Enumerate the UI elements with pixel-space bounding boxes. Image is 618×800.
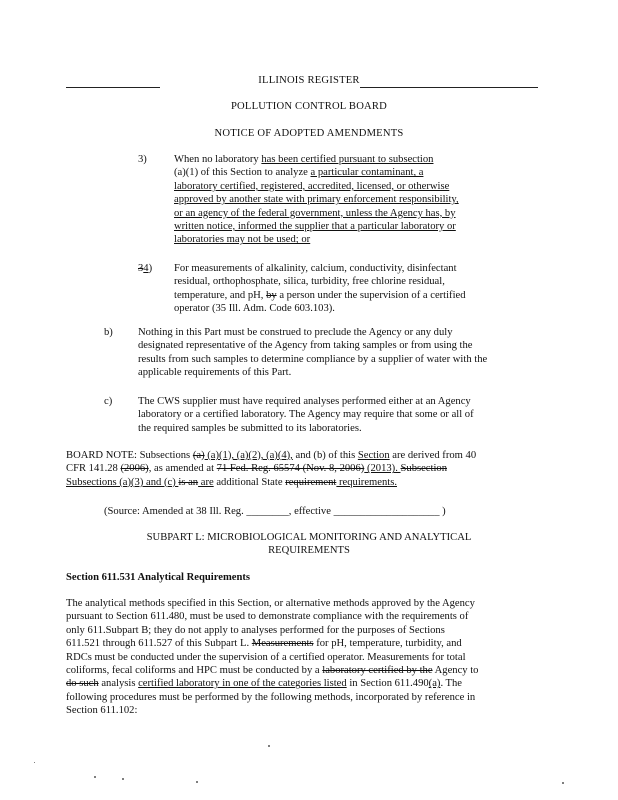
item3-number: 3): [138, 154, 147, 165]
scan-speck: [196, 781, 198, 783]
board-note: BOARD NOTE: Subsections (a) (a)(1), (a)(2), (a)(4), and (b) of this Section are derived from 40 CFR 141.28 (2006), as amended at 71 Fed. Reg. 65574 (Nov. 8, 2006) (2013). Subsection Subsections (a)(3) and (c) is an are additional State requirement requirements.: [66, 450, 477, 488]
item-c-number: c): [104, 396, 113, 407]
header-rule-left: [66, 87, 160, 88]
section-title: Section 611.531 Analytical Requirements: [66, 572, 251, 583]
notice-title: NOTICE OF ADOPTED AMENDMENTS: [214, 128, 404, 139]
item-c-text: The CWS supplier must have required analyses performed either at an Agency laboratory or a certified laboratory. The Agency may require that some or all of the required samples be submitted to its laboratories.: [138, 396, 474, 434]
register-title: ILLINOIS REGISTER: [258, 75, 360, 86]
item-b-text: Nothing in this Part must be construed to preclude the Agency or any duly designated representative of the Agency from taking samples or from using the results from such samples to determine compliance by a supplier of water with the applicable requirements of this Part.: [138, 327, 488, 379]
scan-speck: [562, 782, 564, 784]
section-body: The analytical methods specified in this Section, or alternative methods approved by the Agency pursuant to Section 611.480, must be used to demonstrate compliance with the requirements of only 611.Subpart B; they do not apply to analyses performed for the purposes of Sections 611.521 through 611.527 of this Subpart L. Measurements for pH, temperature, turbidity, and RDCs must be conducted under the supervision of a certified operator. Measurements for total coliforms, fecal coliforms and HPC must be conducted by a laboratory certified by the Agency to do such analysis certified laboratory in one of the categories listed in Section 611.490(a). The following procedures must be performed by the following methods, incorporated by reference in Section 611.102:: [66, 598, 479, 717]
scan-speck: [268, 745, 270, 747]
item-b-number: b): [104, 327, 113, 338]
board-title: POLLUTION CONTROL BOARD: [230, 101, 388, 112]
scan-speck: [122, 778, 124, 780]
item3-text: When no laboratory has been certified pursuant to subsection (a)(1) of this Section to analyze a particular contaminant, a laboratory certified, registered, accredited, licensed, or otherwise approved by another state with primary enforcement responsibility, or an agency of the federal government, unless the Agency has, by written notice, informed the supplier that a particular laboratory or laboratories may not be used; or: [174, 154, 459, 246]
scan-speck: [34, 762, 35, 763]
item4-number: 34): [138, 263, 153, 274]
source-line: (Source: Amended at 38 Ill. Reg. ________, effective ____________________ ): [104, 506, 446, 517]
item4-text: For measurements of alkalinity, calcium, conductivity, disinfectant residual, orthophosphate, silica, turbidity, free chlorine residual, temperature, and pH, by a person under the supervision of a certified operator (35 Ill. Adm. Code 603.103).: [174, 263, 466, 315]
subpart-heading: SUBPART L: MICROBIOLOGICAL MONITORING AND ANALYTICAL REQUIREMENTS: [146, 532, 472, 557]
scan-speck: [94, 776, 96, 778]
